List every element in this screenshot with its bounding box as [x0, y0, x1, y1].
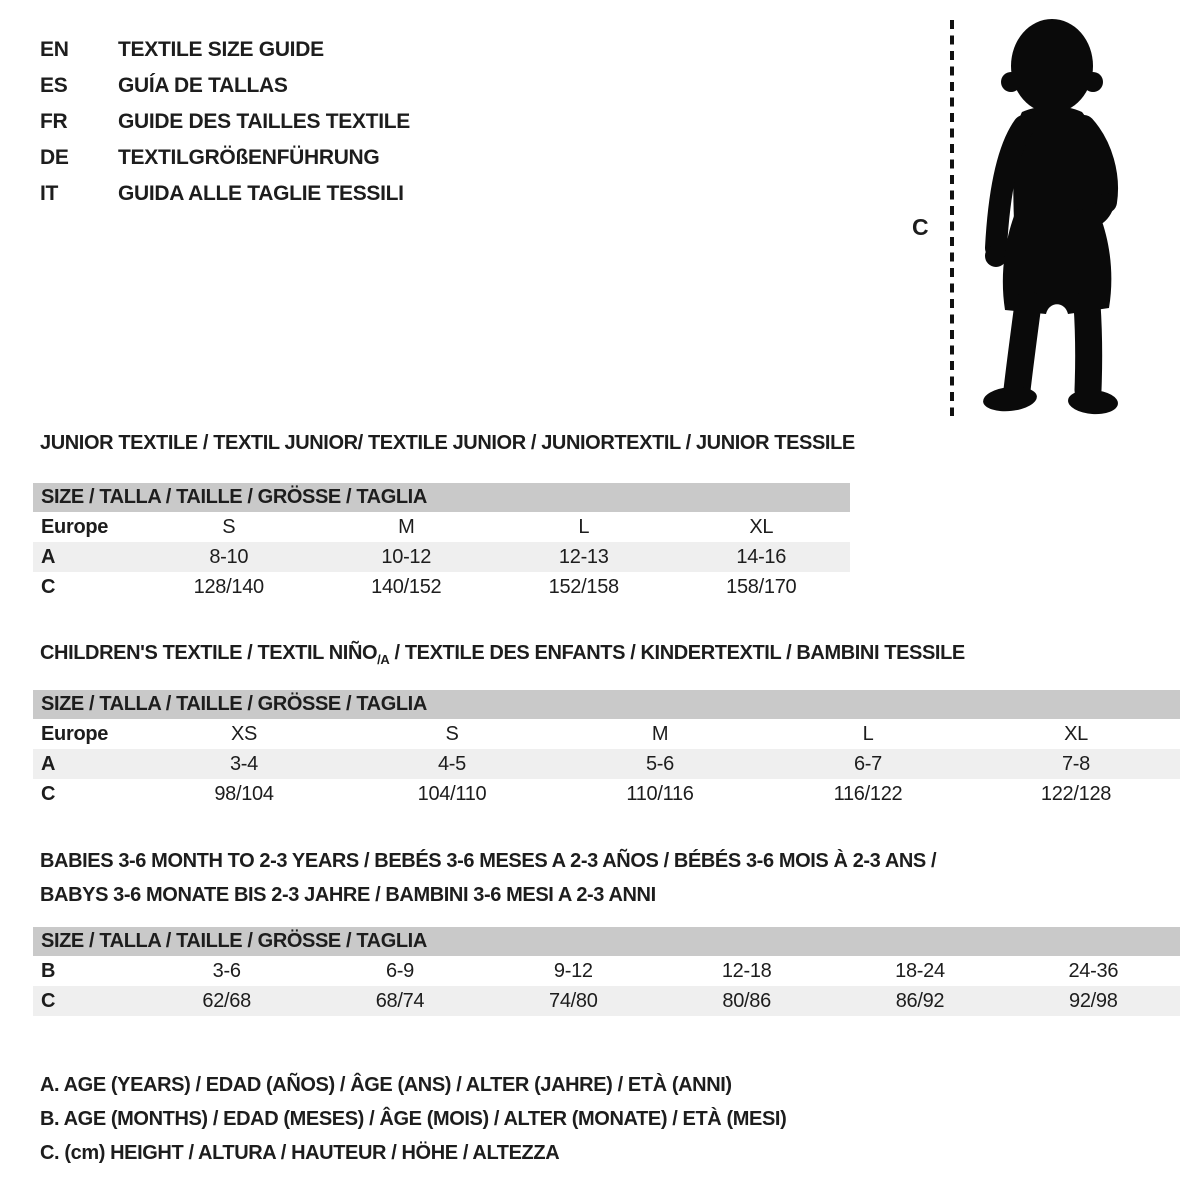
height-value: 74/80 [549, 989, 598, 1012]
height-value: 92/98 [1069, 989, 1118, 1012]
months-value: 3-6 [212, 959, 241, 982]
height-value: 68/74 [375, 989, 425, 1012]
table-row-height [33, 779, 1180, 809]
row-label: A [41, 545, 56, 568]
region-label: Europe [41, 515, 109, 538]
language-row-fr [40, 104, 410, 140]
row-label: C [41, 782, 56, 805]
language-row-en [40, 32, 410, 68]
size-header-bar: SIZE / TALLA / TAILLE / GRÖSSE / TAGLIA [33, 927, 1180, 956]
language-title: TEXTILGRÖßENFÜHRUNG [118, 146, 380, 169]
children-section-title [40, 642, 965, 667]
language-row-it [40, 176, 410, 212]
height-value: 80/86 [722, 989, 771, 1012]
language-title: GUIDE DES TAILLES TEXTILE [118, 110, 410, 133]
age-value: 5-6 [645, 752, 674, 775]
language-row-de [40, 140, 410, 176]
table-row-age [33, 749, 1180, 779]
age-value: 14-16 [736, 545, 787, 568]
size-col-header: XL [1064, 722, 1088, 745]
legend-line-c: C. (cm) HEIGHT / ALTURA / HAUTEUR / HÖHE / ALTEZZA [40, 1142, 560, 1164]
size-col-header: S [222, 515, 236, 538]
size-header-bar: SIZE / TALLA / TAILLE / GRÖSSE / TAGLIA [33, 483, 850, 512]
height-value: 98/104 [214, 782, 274, 805]
months-value: 6-9 [385, 959, 414, 982]
legend-line-b: B. AGE (MONTHS) / EDAD (MESES) / ÂGE (MOIS) / ALTER (MONATE) / ETÀ (MESI) [40, 1108, 787, 1130]
height-value: 158/170 [726, 575, 797, 598]
size-col-header: L [578, 515, 590, 538]
language-row-es [40, 68, 410, 104]
height-value: 152/158 [548, 575, 619, 598]
age-value: 4-5 [437, 752, 466, 775]
height-value: 116/122 [833, 782, 903, 805]
months-value: 24-36 [1068, 959, 1119, 982]
language-code: ES [40, 74, 68, 97]
size-col-header: S [445, 722, 459, 745]
size-col-header: L [862, 722, 874, 745]
row-label: C [41, 575, 56, 598]
language-title: GUÍA DE TALLAS [118, 74, 288, 97]
height-value: 104/110 [417, 782, 487, 805]
age-value: 3-4 [229, 752, 258, 775]
language-code: IT [40, 182, 59, 205]
table-row-months [33, 956, 1180, 986]
size-col-header: XL [749, 515, 774, 538]
babies-section-title-line1: BABIES 3-6 MONTH TO 2-3 YEARS / BEBÉS 3-6 MESES A 2-3 AÑOS / BÉBÉS 3-6 MOIS À 2-3 ANS / [40, 850, 937, 872]
size-col-header: M [651, 722, 669, 745]
height-value: 62/68 [202, 989, 251, 1012]
table-row-age [33, 542, 850, 572]
row-label: A [41, 752, 56, 775]
size-col-header: XS [230, 722, 258, 745]
height-value: 140/152 [371, 575, 442, 598]
table-header-row [33, 719, 1180, 749]
children-title-prefix: CHILDREN'S TEXTILE / TEXTIL NIÑO [40, 642, 378, 664]
language-title-list [40, 32, 410, 212]
height-value: 122/128 [1040, 782, 1112, 805]
table-row-height [33, 572, 850, 602]
months-value: 12-18 [721, 959, 772, 982]
baby-silhouette-icon [940, 14, 1150, 420]
row-label: C [41, 989, 56, 1012]
age-value: 7-8 [1061, 752, 1090, 775]
language-code: EN [40, 38, 69, 61]
babies-size-table [33, 927, 1180, 1016]
age-value: 10-12 [381, 545, 432, 568]
children-size-table [33, 690, 1180, 809]
children-title-subscript: /A [377, 652, 390, 667]
measurement-legend [40, 1068, 786, 1170]
age-value: 6-7 [853, 752, 882, 775]
row-label: B [41, 959, 56, 982]
language-title: GUIDA ALLE TAGLIE TESSILI [118, 182, 404, 205]
age-value: 8-10 [209, 545, 249, 568]
height-value: 110/116 [626, 782, 694, 805]
babies-section-title-line2: BABYS 3-6 MONATE BIS 2-3 JAHRE / BAMBINI 3-6 MESI A 2-3 ANNI [40, 884, 656, 906]
language-title: TEXTILE SIZE GUIDE [118, 38, 324, 61]
junior-size-table [33, 483, 850, 602]
months-value: 9-12 [553, 959, 593, 982]
size-header-bar: SIZE / TALLA / TAILLE / GRÖSSE / TAGLIA [33, 690, 1180, 719]
height-measure-label: C [912, 214, 929, 240]
height-value: 128/140 [193, 575, 264, 598]
legend-line-a: A. AGE (YEARS) / EDAD (AÑOS) / ÂGE (ANS) / ALTER (JAHRE) / ETÀ (ANNI) [40, 1074, 732, 1096]
junior-section-title: JUNIOR TEXTILE / TEXTIL JUNIOR/ TEXTILE JUNIOR / JUNIORTEXTIL / JUNIOR TESSILE [40, 432, 855, 454]
height-value: 86/92 [895, 989, 945, 1012]
table-row-height [33, 986, 1180, 1016]
months-value: 18-24 [895, 959, 945, 982]
baby-silhouette-shape [982, 19, 1119, 416]
children-title-suffix: / TEXTILE DES ENFANTS / KINDERTEXTIL / BAMBINI TESSILE [389, 642, 965, 664]
language-code: DE [40, 146, 69, 169]
region-label: Europe [41, 722, 109, 745]
language-code: FR [40, 110, 68, 133]
table-header-row [33, 512, 850, 542]
age-value: 12-13 [558, 545, 609, 568]
size-col-header: M [398, 515, 415, 538]
